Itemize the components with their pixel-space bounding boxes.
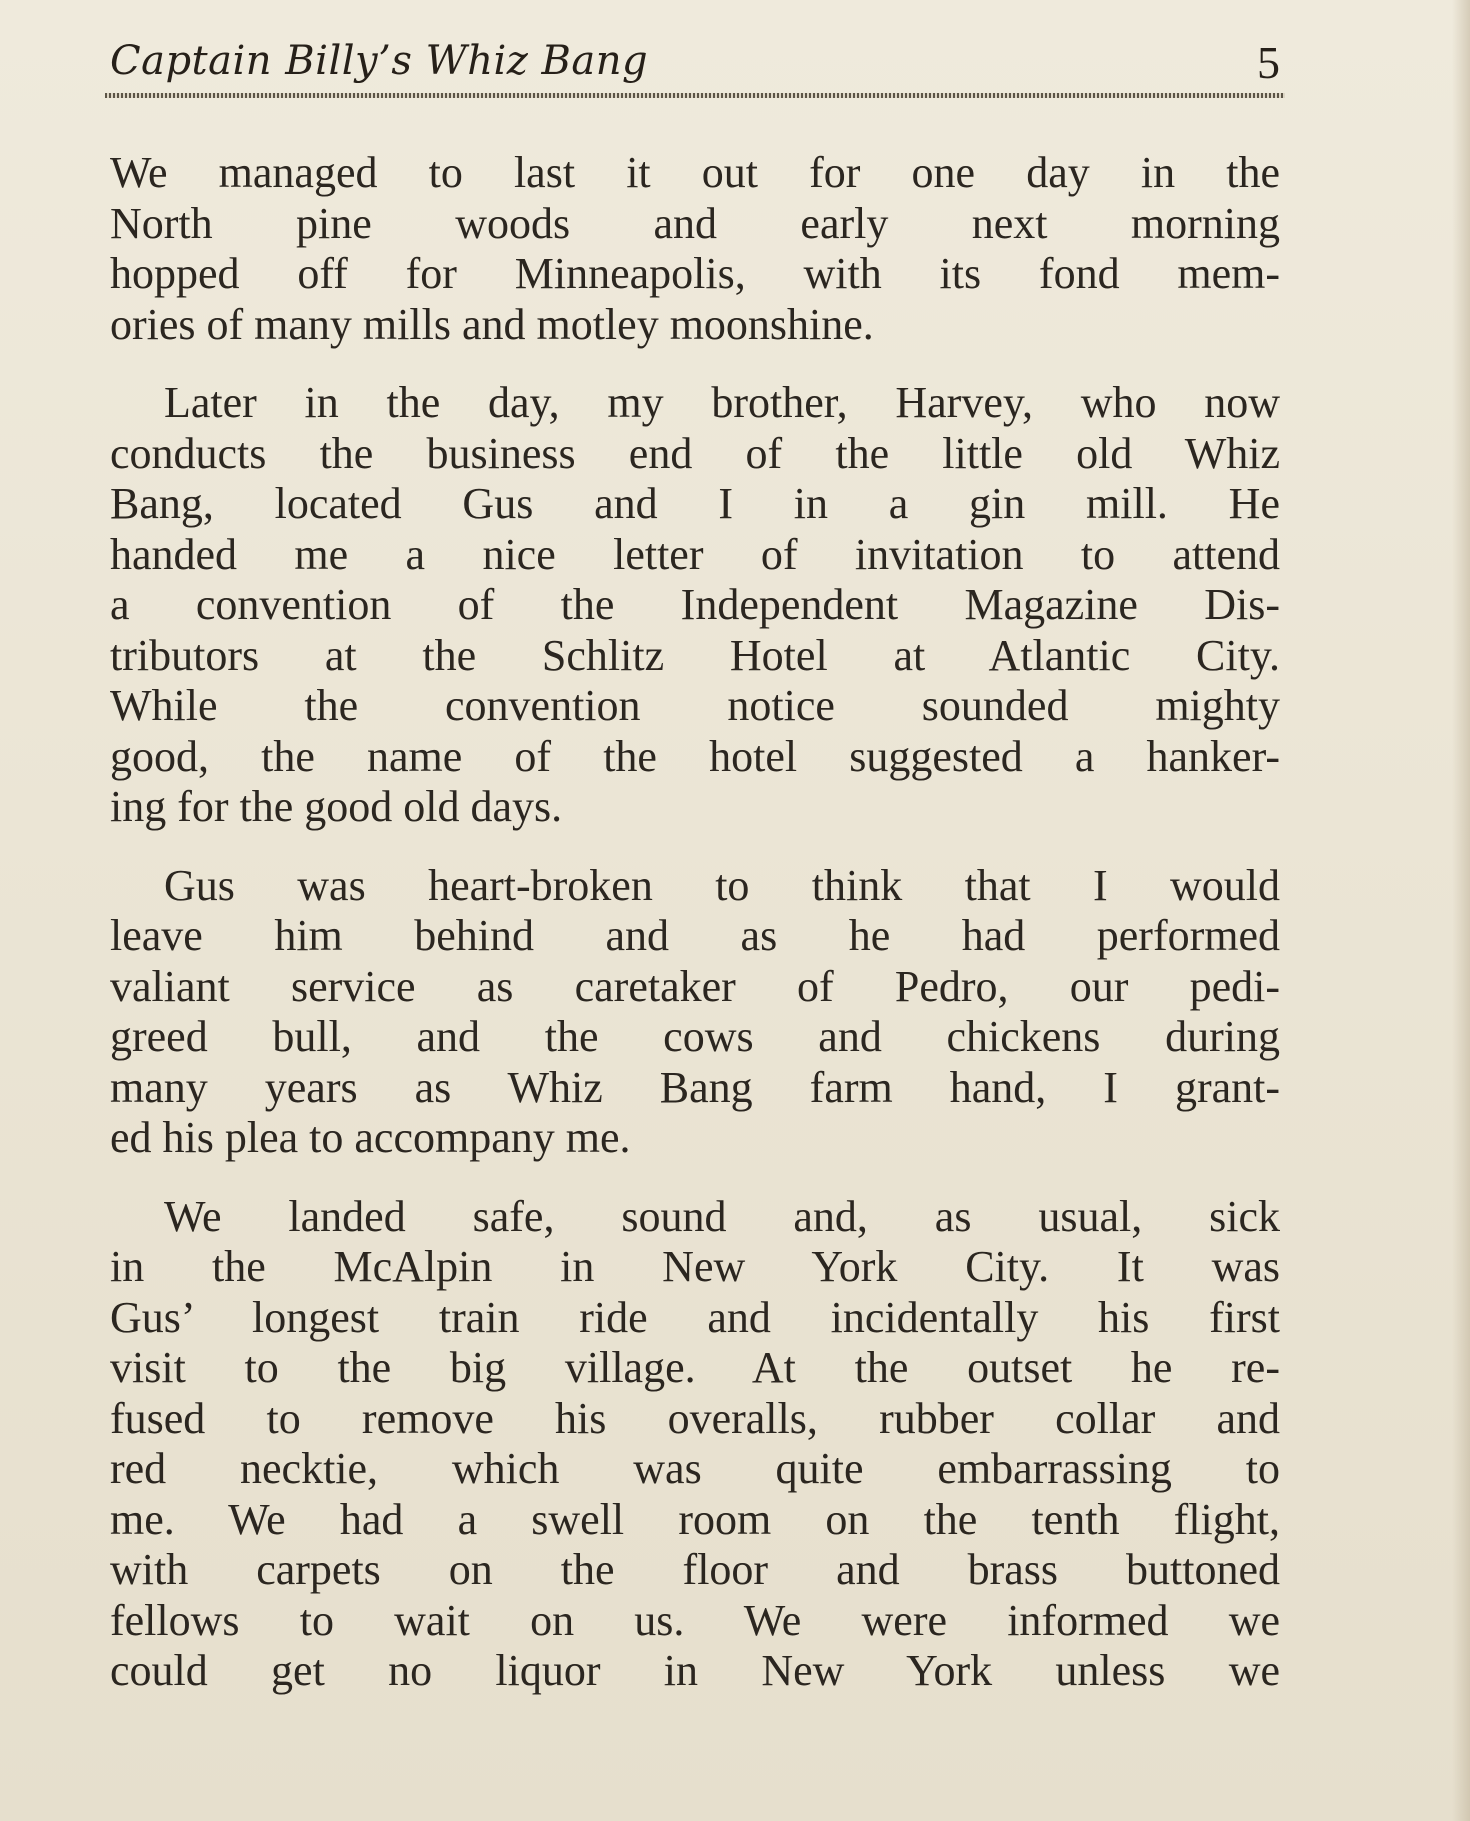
text-line: hopped off for Minneapolis, with its fond mem-	[110, 249, 1280, 298]
text-line: Gus was heart-broken to think that I would	[164, 860, 1280, 910]
paragraph	[110, 1192, 1280, 1697]
text-line: ing for the good old days.	[110, 782, 563, 831]
text-line: While the convention notice sounded mighty	[110, 681, 1280, 730]
page-number: 5	[1257, 37, 1280, 88]
text-line: good, the name of the hotel suggested a hanker-	[110, 731, 1280, 781]
text-line: in the McAlpin in New York City. It was	[110, 1242, 1280, 1291]
text-line: valiant service as caretaker of Pedro, our pedi-	[110, 961, 1280, 1011]
page-header	[110, 30, 1280, 90]
text-line: fused to remove his overalls, rubber collar and	[110, 1393, 1280, 1443]
text-line: red necktie, which was quite embarrassing to	[110, 1444, 1280, 1493]
text-line: leave him behind and as he had performed	[110, 911, 1280, 960]
header-rule	[105, 93, 1285, 98]
text-line: a convention of the Independent Magazine Dis-	[110, 580, 1280, 629]
text-line: We managed to last it out for one day in the	[110, 148, 1280, 197]
text-line: with carpets on the floor and brass buttoned	[110, 1545, 1280, 1594]
text-line: could get no liquor in New York unless we	[110, 1646, 1280, 1695]
text-line: ed his plea to accompany me.	[110, 1113, 631, 1162]
paragraph	[110, 861, 1280, 1164]
text-line: ories of many mills and motley moonshine.	[110, 299, 874, 349]
text-line: Bang, located Gus and I in a gin mill. He	[110, 479, 1280, 528]
text-line: fellows to wait on us. We were informed we	[110, 1595, 1280, 1645]
text-line: me. We had a swell room on the tenth flight,	[110, 1494, 1280, 1544]
text-line: tributors at the Schlitz Hotel at Atlantic City.	[110, 630, 1280, 680]
paragraph	[110, 378, 1280, 833]
text-line: many years as Whiz Bang farm hand, I grant-	[110, 1062, 1280, 1112]
text-line: Gus’ longest train ride and incidentally his first	[110, 1292, 1280, 1342]
running-title: Captain Billy’s Whiz Bang	[110, 38, 649, 84]
text-line: handed me a nice letter of invitation to attend	[110, 529, 1280, 579]
text-line: visit to the big village. At the outset he re-	[110, 1343, 1280, 1392]
text-line: greed bull, and the cows and chickens during	[110, 1012, 1280, 1061]
paragraph	[110, 148, 1280, 350]
article-body	[110, 148, 1280, 1725]
text-line: North pine woods and early next morning	[110, 198, 1280, 248]
text-line: We landed safe, sound and, as usual, sick	[164, 1191, 1280, 1241]
text-line: conducts the business end of the little old Whiz	[110, 428, 1280, 478]
text-line: Later in the day, my brother, Harvey, who now	[164, 378, 1280, 427]
